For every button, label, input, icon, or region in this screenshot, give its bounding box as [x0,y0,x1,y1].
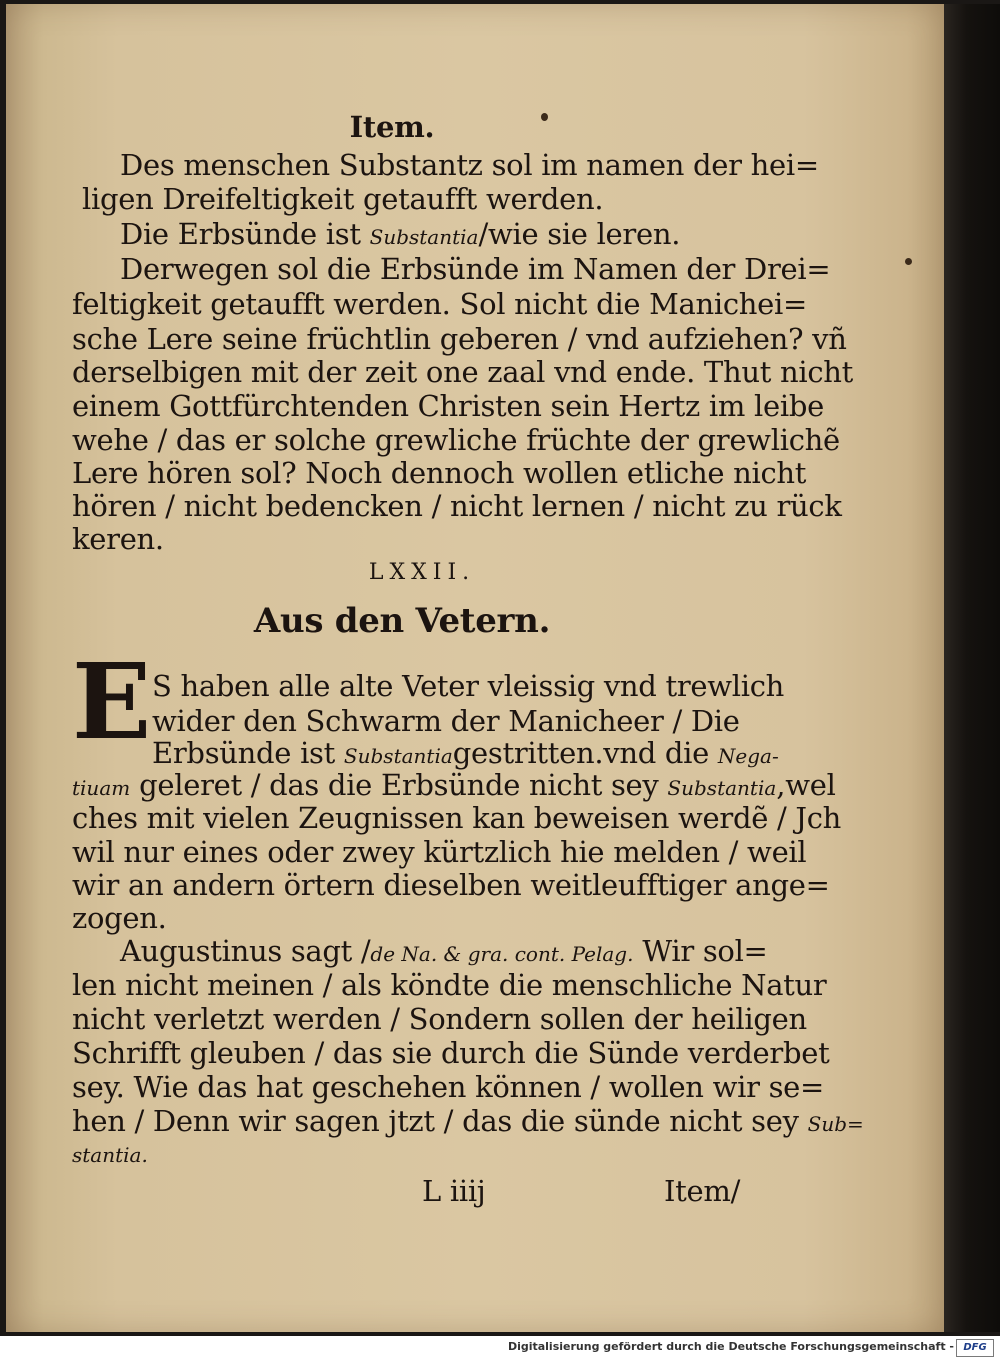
italic-term: Sub= [807,1112,864,1136]
italic-term: Nega- [717,744,779,768]
text-line [72,769,836,804]
text-line [120,218,680,253]
text-span: Die Erbsünde ist [120,217,361,251]
text-line: stantia. [72,1143,148,1167]
text-span: hen / Denn wir sagen jtzt / das die sünde nicht sey [72,1104,799,1138]
footer-bar [0,1336,1000,1359]
footer-credit: Digitalisierung gefördert durch die Deutsche Forschungsgemeinschaft - [507,1340,954,1353]
text-line [152,737,779,772]
signature-mark: L iiij [422,1174,486,1208]
text-line: ligen Dreifeltigkeit getaufft werden. [82,182,604,216]
text-line: S haben alle alte Veter vleissig vnd trewlich [152,669,785,703]
ink-speck [541,113,548,121]
text-line [120,935,768,970]
page-edge-shadow [944,4,1000,1332]
text-line: nicht verletzt werden / Sondern sollen der heiligen [72,1002,807,1036]
text-line: wehe / das er solche grewliche früchte der grewlichẽ [72,423,840,457]
italic-term: Substantia [343,744,453,768]
text-line: wil nur eines oder zwey kürtzlich hie melden / weil [72,835,807,869]
text-span: Erbsünde ist [152,736,335,770]
text-line: Des menschen Substantz sol im namen der hei= [120,148,819,182]
text-line: feltigkeit getaufft werden. Sol nicht die Manichei= [72,287,807,321]
ink-speck [905,258,912,265]
text-span: /wie sie leren. [478,217,681,251]
italic-term: Substantia [667,776,777,800]
catchword: Item/ [664,1174,741,1208]
decorated-initial: E [72,640,152,763]
italic-term: de Na. & gra. cont. Pelag. [370,942,634,966]
chapter-number: LXXII. [368,560,476,585]
text-line: wider den Schwarm der Manicheer / Die [152,704,740,738]
text-line: Schrifft gleuben / das sie durch die Sünde verderbet [72,1036,830,1070]
italic-term: Substantia [369,225,479,249]
text-line: ches mit vielen Zeugnissen kan beweisen werdẽ / Jch [72,801,842,835]
text-line: keren. [72,522,164,556]
text-line: hören / nicht bedencken / nicht lernen / nicht zu rück [72,489,842,523]
text-line: zogen. [72,901,167,935]
text-line: len nicht meinen / als köndte die menschliche Natur [72,968,827,1002]
chapter-title: Aus den Vetern. [253,601,551,641]
text-line: sey. Wie das hat geschehen können / wollen wir se= [72,1070,825,1104]
text-line [72,1105,864,1140]
text-span: ,wel [776,768,836,802]
text-line: einem Gottfürchtenden Christen sein Hertz im leibe [72,389,824,423]
text-line: sche Lere seine früchtlin geberen / vnd aufziehen? vñ [72,322,847,356]
item-heading: Item. [349,110,435,144]
text-line: derselbigen mit der zeit one zaal vnd ende. Thut nicht [72,355,854,389]
text-span: gestritten.vnd die [452,736,709,770]
text-span: Augustinus sagt / [120,934,371,968]
italic-term: tiuam [72,776,131,800]
text-span: geleret / das die Erbsünde nicht sey [139,768,659,802]
text-line: Derwegen sol die Erbsünde im Namen der Drei= [120,252,831,286]
text-line: wir an andern örtern dieselben weitleufftiger ange= [72,868,830,902]
text-line: Lere hören sol? Noch dennoch wollen etliche nicht [72,456,807,490]
dfg-logo-icon[interactable]: DFG [956,1339,994,1357]
text-span: Wir sol= [642,934,768,968]
